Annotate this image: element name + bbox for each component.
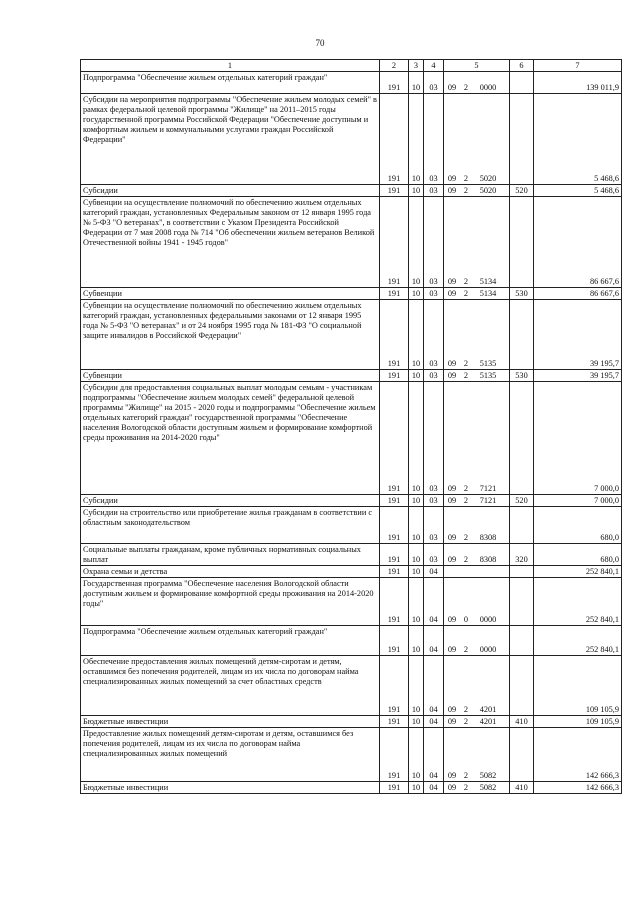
table-row [81,196,622,287]
target-subprogram: 2 [463,532,469,542]
target-program: 09 [447,288,457,298]
target-subprogram: 2 [463,770,469,780]
row-name-text: Субсидии для предоставления социальных выплат молодым семьям - участникам подпрограммы "Обеспечение жильем молодых семей" федеральной целевой программы "Жилище" на 2015 - 2020 годы и подпрограммы "Обеспечение жильем отдельных категорий граждан" государственной программы "Обеспечение населения Вологодской области доступным жильем и формирование комфортной среды проживания на 2014-2020 годы" [83,382,376,442]
row-name-text: Субсидии [83,186,118,195]
row-name [81,543,380,565]
expense-kind [510,299,534,369]
admin-code: 191 [380,381,409,494]
target-direction: 5082 [479,770,497,780]
section-code: 10 [409,72,424,94]
target-program: 09 [447,174,457,184]
section-code: 10 [409,781,424,793]
admin-code: 191 [380,506,409,543]
row-name [81,565,380,577]
target-article [444,715,510,727]
expense-kind [510,381,534,494]
target-direction: 5135 [479,370,497,380]
expense-kind: 520 [510,185,534,197]
target-program: 09 [447,614,457,624]
budget-table [80,59,622,794]
admin-code: 191 [380,715,409,727]
section-code: 10 [409,565,424,577]
section-code: 10 [409,94,424,185]
target-program: 09 [447,358,457,368]
section-code: 10 [409,727,424,781]
header-row [81,60,622,72]
expense-kind [510,94,534,185]
target-article [444,781,510,793]
target-program: 09 [447,704,457,714]
subsection-code: 03 [424,506,444,543]
admin-code: 191 [380,565,409,577]
section-code: 10 [409,577,424,625]
amount: 252 840,1 [534,565,622,577]
table-row [81,287,622,299]
row-name-text: Субвенции [83,288,122,298]
subsection-code: 03 [424,287,444,299]
target-subprogram: 2 [463,370,469,380]
amount: 139 011,9 [534,72,622,94]
target-article [444,577,510,625]
subsection-code: 04 [424,577,444,625]
target-direction: 5020 [479,174,497,184]
table-row [81,625,622,655]
table-row [81,506,622,543]
target-subprogram: 0 [463,614,469,624]
header-cell: 5 [444,60,510,72]
expense-kind [510,72,534,94]
target-direction: 5020 [479,186,497,195]
section-code: 10 [409,715,424,727]
subsection-code: 03 [424,543,444,565]
target-subprogram: 2 [463,704,469,714]
expense-kind [510,565,534,577]
target-direction: 0000 [479,83,497,93]
row-name [81,655,380,715]
table-row [81,185,622,197]
subsection-code: 03 [424,185,444,197]
amount: 252 840,1 [534,577,622,625]
target-direction: 8308 [479,554,497,564]
row-name-text: Субвенции на осуществление полномочий по обеспечению жильем отдельных категорий граждан, установленных Федеральным законом от 12 января 1995 года № 5-ФЗ "О ветеранах", в соответствии с Указом Президента Российской Федерации от 7 мая 2008 года № 714 "Об обеспечении жильем ветеранов Великой Отечественной войны 1941 - 1945 годов" [83,197,375,247]
section-code: 10 [409,494,424,506]
row-name-text: Социальные выплаты гражданам, кроме публичных нормативных социальных выплат [83,544,361,564]
row-name-text: Государственная программа "Обеспечение населения Вологодской области доступным жильем и формирование комфортной среды проживания на 2014-2020 годы" [83,578,374,608]
subsection-code: 03 [424,381,444,494]
target-program: 09 [447,554,457,564]
amount: 86 667,6 [534,196,622,287]
row-name [81,506,380,543]
admin-code: 191 [380,655,409,715]
target-direction: 0000 [479,644,497,654]
table-row [81,72,622,94]
table-row [81,543,622,565]
section-code: 10 [409,543,424,565]
amount: 86 667,6 [534,287,622,299]
table-row [81,381,622,494]
header-cell: 4 [424,60,444,72]
target-program: 09 [447,644,457,654]
table-row [81,565,622,577]
header-cell: 2 [380,60,409,72]
target-subprogram: 2 [463,277,469,286]
table-row [81,299,622,369]
row-name-text: Подпрограмма "Обеспечение жильем отдельных категорий граждан" [83,626,328,636]
table-row [81,369,622,381]
expense-kind [510,655,534,715]
row-name-text: Субвенции на осуществление полномочий по обеспечению жильем отдельных категорий граждан, установленных федеральными законами от 12 января 1995 года № 5-ФЗ "О ветеранах" и от 24 ноября 1995 года № 181-ФЗ "О социальной защите инвалидов в Российской Федерации" [83,300,362,340]
row-name [81,196,380,287]
header-cell: 1 [81,60,380,72]
header-cell: 6 [510,60,534,72]
expense-kind: 520 [510,494,534,506]
admin-code: 191 [380,781,409,793]
amount: 5 468,6 [534,185,622,197]
row-name [81,185,380,197]
amount: 109 105,9 [534,655,622,715]
target-program: 09 [447,782,457,792]
target-subprogram: 2 [463,554,469,564]
target-article [444,565,510,577]
row-name [81,727,380,781]
target-subprogram: 2 [463,644,469,654]
target-article [444,494,510,506]
expense-kind: 530 [510,369,534,381]
row-name [81,494,380,506]
row-name-text: Подпрограмма "Обеспечение жильем отдельных категорий граждан" [83,73,328,82]
target-article [444,625,510,655]
target-direction: 5134 [479,277,497,286]
row-name [81,381,380,494]
admin-code: 191 [380,72,409,94]
expense-kind: 410 [510,781,534,793]
target-program: 09 [447,483,457,493]
header-cell: 3 [409,60,424,72]
target-direction: 8308 [479,532,497,542]
admin-code: 191 [380,727,409,781]
row-name [81,287,380,299]
row-name [81,625,380,655]
target-direction: 0000 [479,614,497,624]
admin-code: 191 [380,185,409,197]
target-subprogram: 2 [463,83,469,93]
section-code: 10 [409,299,424,369]
target-direction: 7121 [479,495,497,505]
amount: 680,0 [534,506,622,543]
section-code: 10 [409,625,424,655]
section-code: 10 [409,381,424,494]
subsection-code: 03 [424,494,444,506]
target-article [444,655,510,715]
subsection-code: 03 [424,369,444,381]
row-name-text: Обеспечение предоставления жилых помещений детям-сиротам и детям, оставшимся без попечения родителей, лицам из их числа по договорам найма специализированных жилых помещений за счет областных средств [83,656,359,686]
expense-kind: 320 [510,543,534,565]
target-program: 09 [447,716,457,726]
section-code: 10 [409,506,424,543]
target-article [444,543,510,565]
target-subprogram: 2 [463,358,469,368]
target-article [444,506,510,543]
section-code: 10 [409,185,424,197]
expense-kind [510,196,534,287]
expense-kind: 530 [510,287,534,299]
target-program: 09 [447,370,457,380]
subsection-code: 04 [424,625,444,655]
subsection-code: 04 [424,655,444,715]
amount: 39 195,7 [534,369,622,381]
row-name-text: Субсидии на мероприятия подпрограммы "Обеспечение жильем молодых семей" в рамках федеральной целевой программы "Жилище" на 2011–2015 годы государственной программы Российской Федерации "Обеспечение доступным и комфортным жильем и коммунальными услугами граждан Российской Федерации" [83,95,377,144]
target-direction: 4201 [479,704,497,714]
target-direction: 4201 [479,716,497,726]
target-article [444,196,510,287]
row-name [81,781,380,793]
row-name [81,299,380,369]
target-article [444,72,510,94]
expense-kind: 410 [510,715,534,727]
target-subprogram: 2 [463,186,469,195]
table-row [81,715,622,727]
admin-code: 191 [380,577,409,625]
target-program: 09 [447,83,457,93]
target-subprogram: 2 [463,483,469,493]
amount: 7 000,0 [534,494,622,506]
target-direction: 5134 [479,288,497,298]
target-subprogram: 2 [463,495,469,505]
subsection-code: 04 [424,781,444,793]
table-row [81,655,622,715]
table-row [81,727,622,781]
admin-code: 191 [380,543,409,565]
row-name [81,369,380,381]
section-code: 10 [409,196,424,287]
row-name-text: Субсидии [83,495,118,505]
target-subprogram: 2 [463,288,469,298]
expense-kind [510,506,534,543]
amount: 39 195,7 [534,299,622,369]
table-row [81,781,622,793]
subsection-code: 03 [424,196,444,287]
amount: 252 840,1 [534,625,622,655]
subsection-code: 03 [424,94,444,185]
admin-code: 191 [380,287,409,299]
target-program: 09 [447,186,457,195]
admin-code: 191 [380,94,409,185]
section-code: 10 [409,369,424,381]
target-subprogram: 2 [463,174,469,184]
target-article [444,381,510,494]
table-row [81,577,622,625]
target-subprogram: 2 [463,782,469,792]
amount: 109 105,9 [534,715,622,727]
admin-code: 191 [380,494,409,506]
row-name [81,72,380,94]
target-article [444,94,510,185]
target-direction: 7121 [479,483,497,493]
row-name-text: Предоставление жилых помещений детям-сиротам и детям, оставшимся без попечения родителей, лицам из их числа по договорам найма специализированных жилых помещений [83,728,354,758]
admin-code: 191 [380,625,409,655]
expense-kind [510,727,534,781]
table-row [81,94,622,185]
admin-code: 191 [380,299,409,369]
target-article [444,727,510,781]
expense-kind [510,625,534,655]
row-name [81,577,380,625]
row-name [81,715,380,727]
subsection-code: 04 [424,715,444,727]
target-program: 09 [447,532,457,542]
amount: 7 000,0 [534,381,622,494]
target-subprogram: 2 [463,716,469,726]
target-article [444,185,510,197]
row-name-text: Охрана семьи и детства [83,566,168,576]
target-program: 09 [447,770,457,780]
row-name-text: Бюджетные инвестиции [83,716,169,726]
target-article [444,287,510,299]
target-program: 09 [447,495,457,505]
row-name-text: Бюджетные инвестиции [83,782,169,792]
subsection-code: 04 [424,565,444,577]
target-direction: 5082 [479,782,497,792]
amount: 680,0 [534,543,622,565]
expense-kind [510,577,534,625]
amount: 142 666,3 [534,781,622,793]
admin-code: 191 [380,196,409,287]
row-name-text: Субвенции [83,370,122,380]
amount: 142 666,3 [534,727,622,781]
admin-code: 191 [380,369,409,381]
target-direction: 5135 [479,358,497,368]
table-row [81,494,622,506]
subsection-code: 04 [424,727,444,781]
target-article [444,369,510,381]
row-name [81,94,380,185]
header-cell: 7 [534,60,622,72]
section-code: 10 [409,287,424,299]
row-name-text: Субсидии на строительство или приобретение жилья гражданам в соответствии с областным законодательством [83,507,373,527]
section-code: 10 [409,655,424,715]
target-article [444,299,510,369]
amount: 5 468,6 [534,94,622,185]
target-program: 09 [447,277,457,286]
subsection-code: 03 [424,72,444,94]
page-number: 70 [315,38,325,48]
subsection-code: 03 [424,299,444,369]
